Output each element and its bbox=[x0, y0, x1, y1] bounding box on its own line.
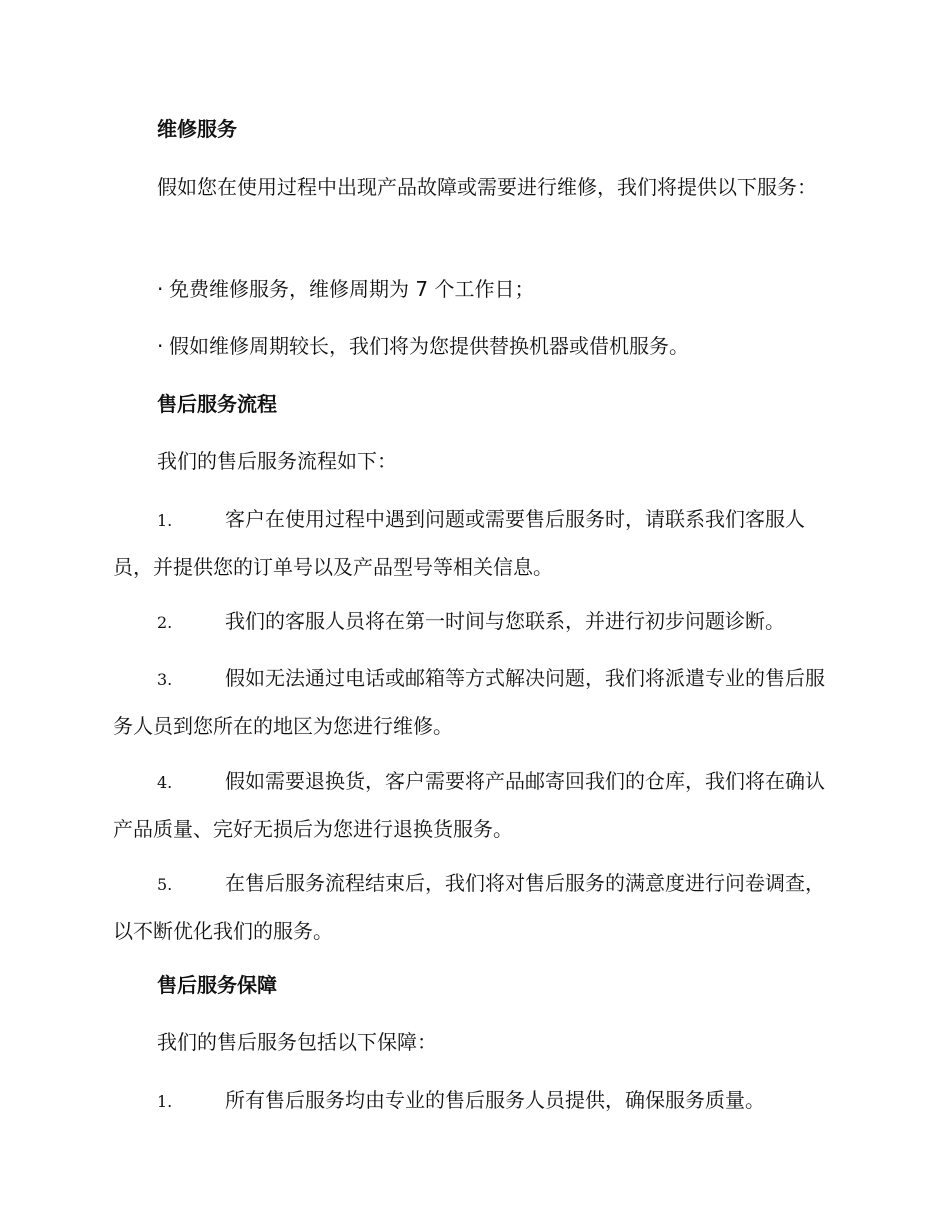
bullet-dot: · bbox=[157, 277, 164, 301]
numbered-list-item bbox=[113, 860, 833, 954]
list-number: 1. bbox=[157, 511, 173, 530]
numbered-list-item bbox=[113, 598, 833, 646]
list-item-text: 所有售后服务均由专业的售后服务人员提供，确保服务质量。 bbox=[225, 1088, 765, 1112]
numbered-list-item bbox=[113, 496, 833, 590]
list-number: 4. bbox=[157, 773, 173, 792]
list-number: 2. bbox=[157, 613, 173, 632]
bullet-dot: · bbox=[157, 334, 164, 358]
numbered-list-item bbox=[113, 758, 833, 852]
list-item-text: 在售后服务流程结束后，我们将对售后服务的满意度进行问卷调查，以不断优化我们的服务。 bbox=[113, 871, 825, 943]
section-heading-repair: 维修服务 bbox=[157, 117, 237, 141]
bullet-item bbox=[157, 323, 689, 369]
numbered-list-item bbox=[113, 655, 833, 749]
section-heading-guarantee: 售后服务保障 bbox=[157, 973, 277, 997]
bullet-item bbox=[157, 266, 534, 312]
bullet-text: 假如维修周期较长，我们将为您提供替换机器或借机服务。 bbox=[169, 334, 689, 358]
process-intro-paragraph: 我们的售后服务流程如下： bbox=[157, 449, 397, 473]
section-heading-process: 售后服务流程 bbox=[157, 392, 277, 416]
list-item-text: 我们的客服人员将在第一时间与您联系，并进行初步问题诊断。 bbox=[225, 609, 785, 633]
list-number: 3. bbox=[157, 670, 173, 689]
list-number: 5. bbox=[157, 875, 173, 894]
list-item-text: 客户在使用过程中遇到问题或需要售后服务时，请联系我们客服人员，并提供您的订单号以及产品型号等相关信息。 bbox=[113, 507, 805, 579]
list-item-text: 假如无法通过电话或邮箱等方式解决问题，我们将派遣专业的售后服务人员到您所在的地区为您进行维修。 bbox=[113, 666, 825, 738]
numbered-list-item bbox=[113, 1077, 833, 1125]
list-item-text: 假如需要退换货，客户需要将产品邮寄回我们的仓库，我们将在确认产品质量、完好无损后为您进行退换货服务。 bbox=[113, 769, 825, 841]
repair-intro-paragraph: 假如您在使用过程中出现产品故障或需要进行维修，我们将提供以下服务： bbox=[157, 175, 817, 199]
guarantee-intro-paragraph: 我们的售后服务包括以下保障： bbox=[157, 1030, 437, 1054]
bullet-text: 免费维修服务，维修周期为 7 个工作日； bbox=[169, 277, 535, 301]
list-number: 1. bbox=[157, 1092, 173, 1111]
